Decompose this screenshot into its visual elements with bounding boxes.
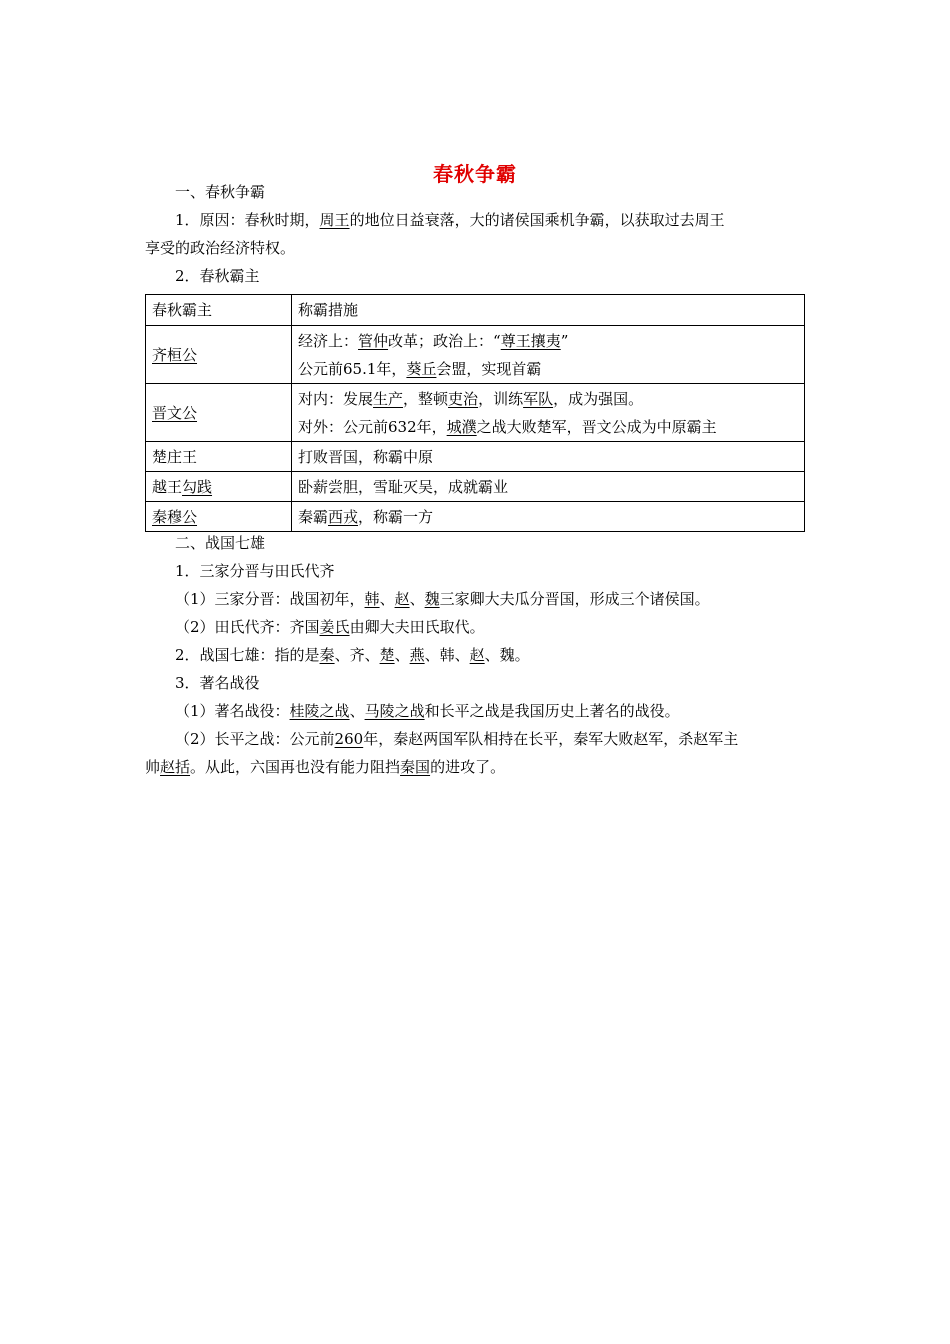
hegemon-measures: 经济上：管仲改革；政治上：“尊王攘夷” 公元前65.1年，葵丘会盟，实现首霸 [292,326,805,384]
paragraph-seven-states: 2．战国七雄：指的是秦、齐、楚、燕、韩、赵、魏。 [175,646,530,664]
table-header-row [146,295,805,326]
term-zhouwang: 周王 [319,211,350,229]
paragraph-battles-label: 3．著名战役 [175,674,260,692]
hegemon-name: 越王勾践 [146,472,292,502]
table-row [146,502,805,532]
paragraph-cause-cont: 享受的政治经济特权。 [145,239,296,257]
hegemon-name: 晋文公 [146,384,292,442]
hegemon-name: 楚庄王 [146,442,292,472]
paragraph-cause: 1．原因：春秋时期，周王的地位日益衰落，大的诸侯国乘机争霸，以获取过去周王 [175,211,725,229]
paragraph-hegemons-label: 2．春秋霸主 [175,267,260,285]
table-row [146,326,805,384]
section-heading-2: 二、战国七雄 [175,534,266,552]
hegemon-name: 齐桓公 [146,326,292,384]
paragraph-partition-jin: （1）三家分晋：战国初年，韩、赵、魏三家卿大夫瓜分晋国，形成三个诸侯国。 [175,590,710,608]
table-row [146,442,805,472]
table-row [146,472,805,502]
paragraph-tian-qi: （2）田氏代齐：齐国姜氏由卿大夫田氏取代。 [175,618,485,636]
hegemon-measures: 打败晋国，称霸中原 [292,442,805,472]
table-header-cell: 称霸措施 [292,295,805,326]
table-row [146,384,805,442]
hegemon-measures: 对内：发展生产，整顿吏治，训练军队，成为强国。 对外：公元前632年，城濮之战大败楚军，晋文公成为中原霸主 [292,384,805,442]
paragraph-three-families: 1．三家分晋与田氏代齐 [175,562,335,580]
hegemon-measures: 卧薪尝胆，雪耻灭吴，成就霸业 [292,472,805,502]
hegemon-name: 秦穆公 [146,502,292,532]
page-title: 春秋争霸 [433,162,517,186]
hegemon-measures: 秦霸西戎，称霸一方 [292,502,805,532]
table-header-cell: 春秋霸主 [146,295,292,326]
paragraph-famous-battles: （1）著名战役：桂陵之战、马陵之战和长平之战是我国历史上著名的战役。 [175,702,680,720]
paragraph-changping: （2）长平之战：公元前260年，秦赵两国军队相持在长平，秦军大败赵军，杀赵军主 [175,730,739,748]
section-heading-1: 一、春秋争霸 [175,183,266,201]
hegemons-table [145,294,805,532]
paragraph-changping-cont: 帅赵括。从此，六国再也没有能力阻挡秦国的进攻了。 [145,758,506,776]
